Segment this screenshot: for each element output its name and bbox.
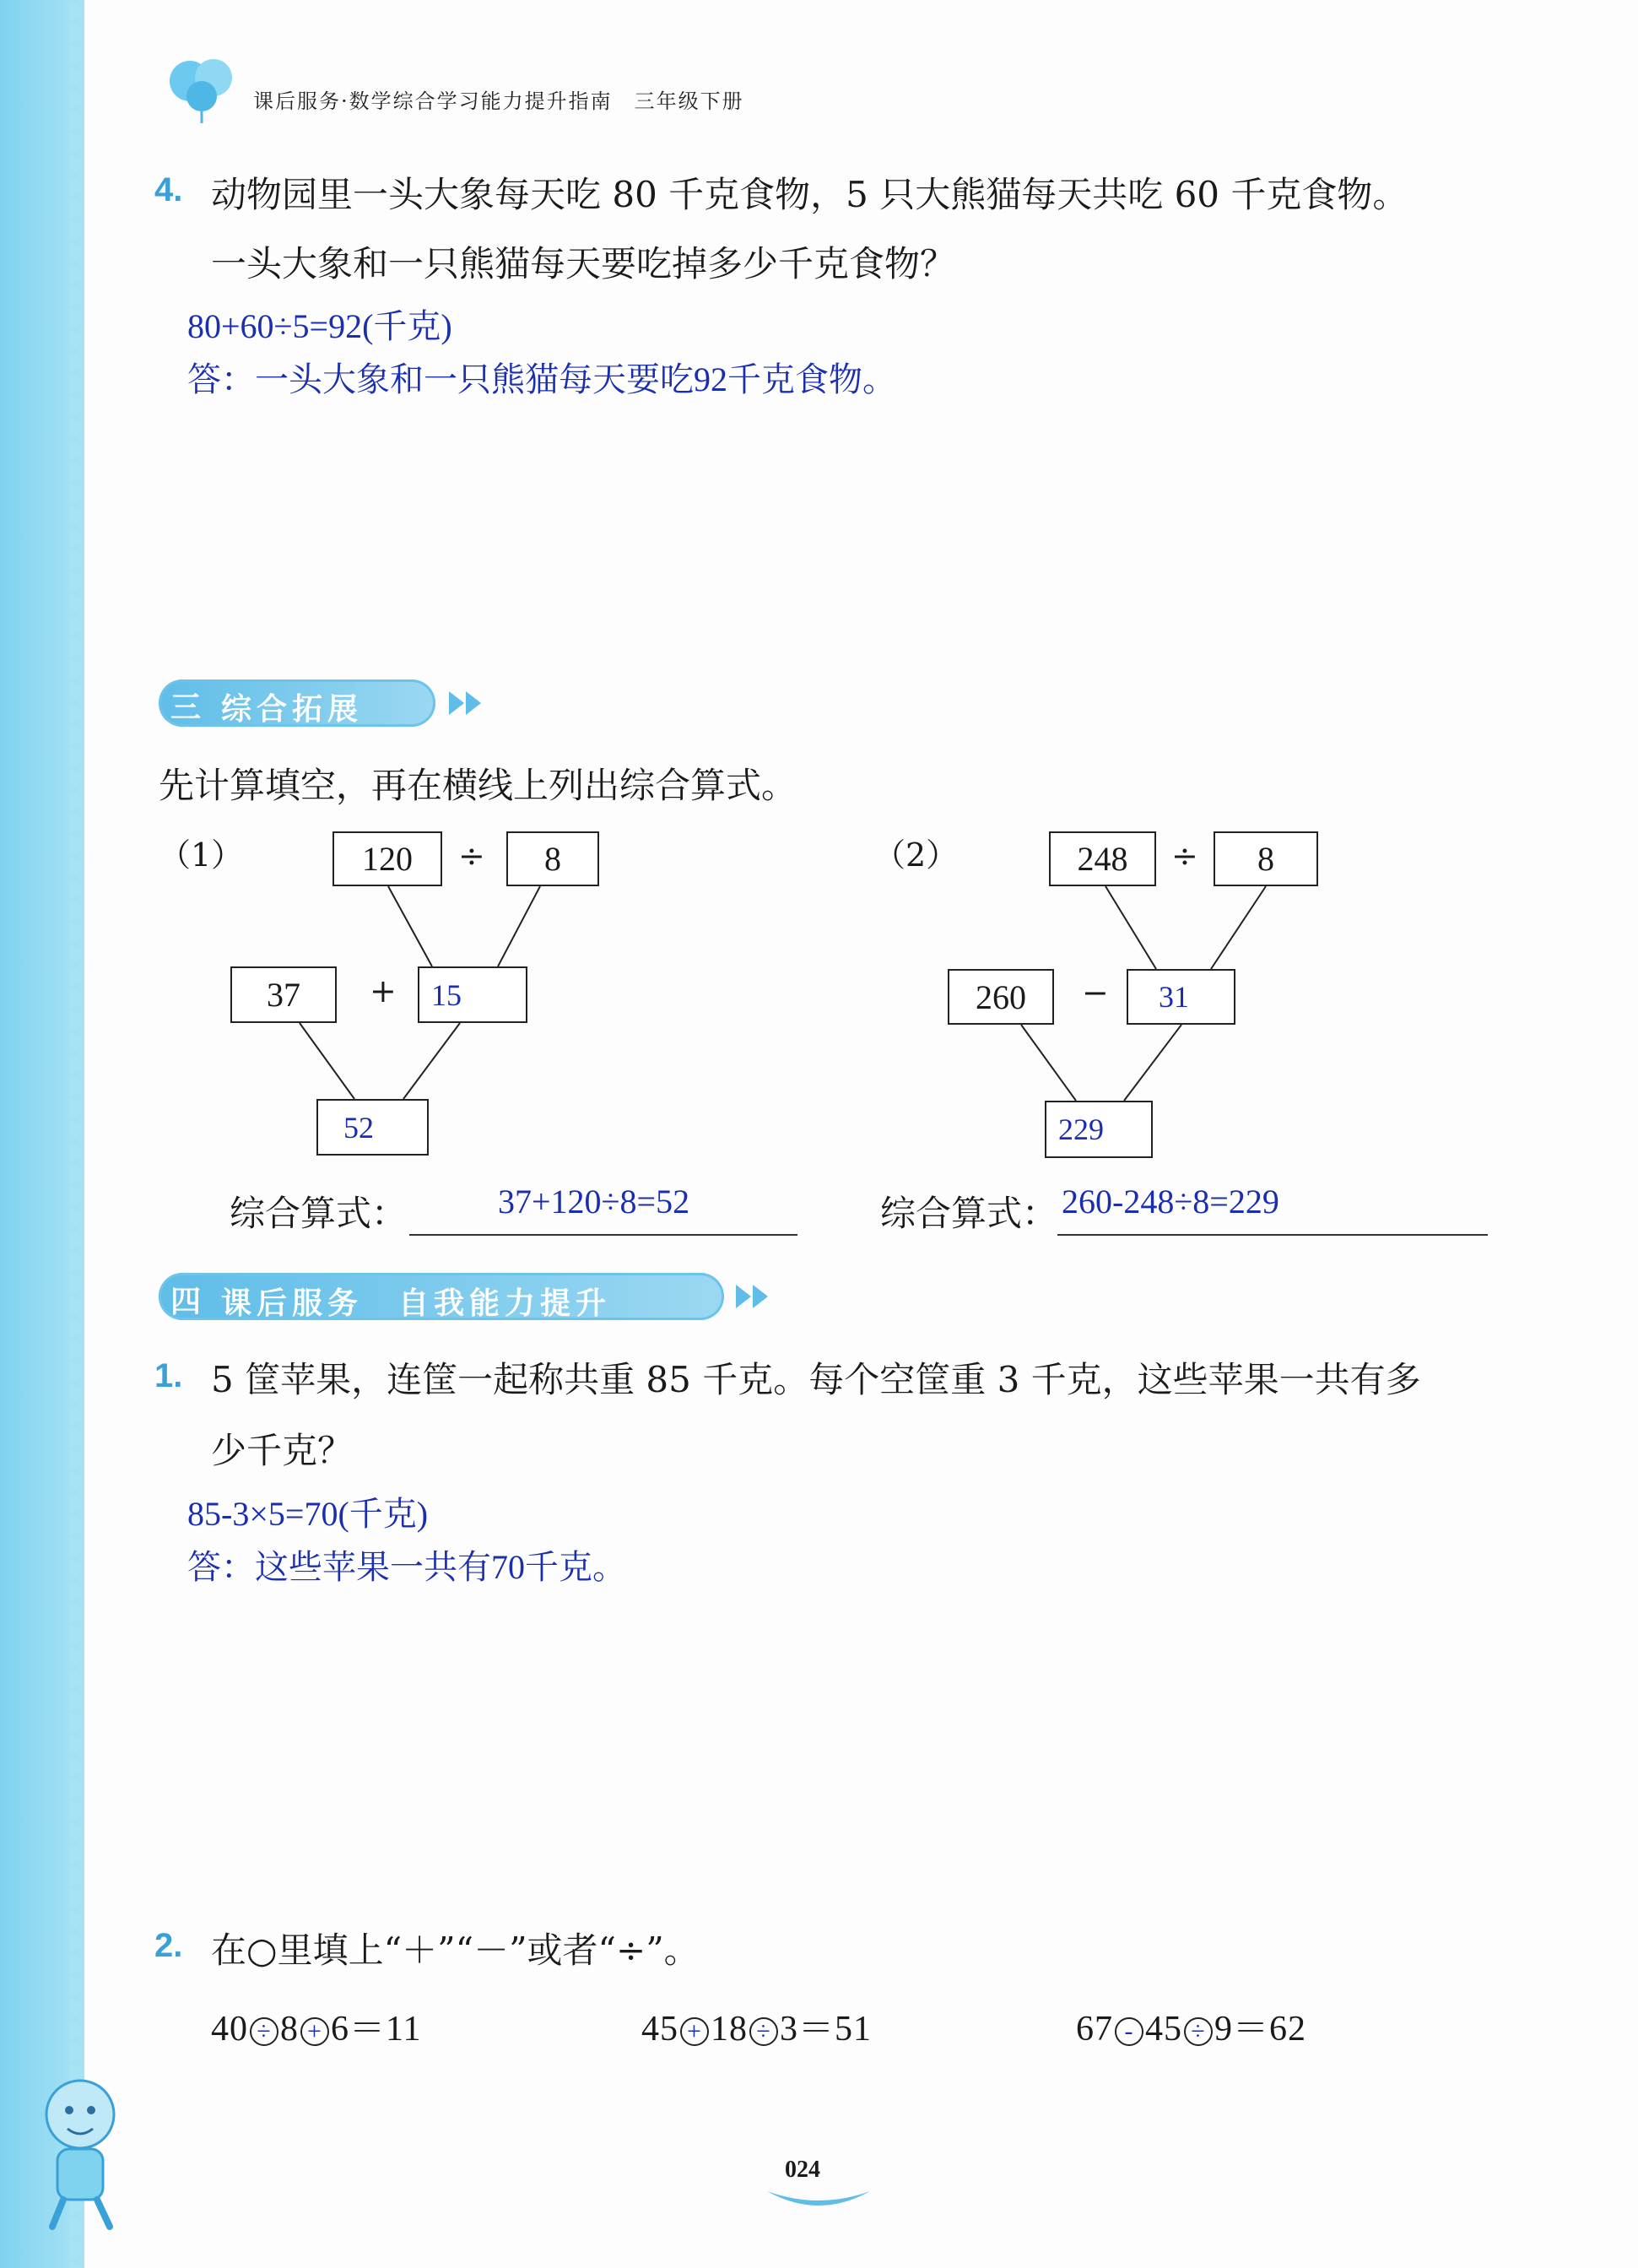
formula-answer: 37+120÷8=52 [498,1183,690,1221]
answer-formula: 80+60÷5=92(千克) [187,307,452,345]
answer-sentence: 答：一头大象和一只熊猫每天要吃92千克食物。 [187,360,896,398]
equation: 40 ÷ 8 + 6＝11 [211,2010,422,2049]
question-text: 一头大象和一只熊猫每天要吃掉多少千克食物？ [211,243,956,284]
section-number: 四 [170,1285,202,1319]
operator: ÷ [1171,837,1198,874]
instruction-text: 先计算填空，再在横线上列出综合算式。 [159,765,797,806]
question-number: 4. [154,171,183,208]
formula-blank[interactable] [1057,1182,1488,1236]
question-text: 少千克？ [211,1430,354,1471]
operator-circle[interactable]: + [680,2017,709,2046]
operator: + [370,972,397,1010]
formula-label: 综合算式： [880,1193,1058,1234]
answer-box[interactable]: 31 [1127,969,1235,1025]
problem-label: （1） [159,836,244,874]
answer-formula: 85-3×5=70(千克) [187,1495,429,1533]
answer-sentence: 答：这些苹果一共有70千克。 [187,1548,626,1586]
number-box: 120 [332,831,442,886]
page-swoosh-icon [764,2186,873,2220]
section-title: 课后服务 自我能力提升 [221,1286,612,1321]
operator-circle[interactable]: ÷ [749,2017,778,2046]
number-box: 8 [1214,831,1318,886]
question-text: 动物园里一头大象每天吃 80 千克食物，5 只大熊猫每天共吃 60 千克食物。 [211,174,1408,215]
operator-circle[interactable]: ÷ [1184,2017,1213,2046]
number-box: 8 [506,831,599,886]
formula-blank[interactable] [409,1182,797,1236]
page-number: 024 [785,2157,820,2183]
operator: − [1082,974,1109,1011]
question-number: 1. [154,1357,183,1394]
double-arrow-icon [734,1281,776,1312]
question-text: 在○里填上“＋”“－”或者“÷”。 [211,1930,700,1971]
section-number: 三 [170,690,202,725]
formula-label: 综合算式： [230,1193,408,1234]
operator-circle[interactable]: - [1115,2017,1143,2046]
question-text: 5 筐苹果，连筐一起称共重 85 千克。每个空筐重 3 千克，这些苹果一共有多 [211,1359,1421,1400]
boy-mascot-icon [25,2068,135,2237]
operator: ÷ [458,837,485,874]
answer-box[interactable]: 229 [1045,1101,1153,1158]
number-box: 248 [1049,831,1156,886]
operator-circle[interactable]: + [300,2017,329,2046]
header-title: 课后服务·数学综合学习能力提升指南 三年级下册 [253,89,744,113]
equation: 67 - 45 ÷ 9＝62 [1076,2010,1307,2049]
number-box: 260 [948,969,1054,1025]
problem-label: （2） [873,836,959,874]
answer-box[interactable]: 52 [316,1099,429,1156]
operator-circle[interactable]: ÷ [250,2017,278,2046]
formula-answer: 260-248÷8=229 [1062,1183,1279,1221]
number-box: 37 [230,966,337,1023]
question-number: 2. [154,1927,183,1964]
answer-box[interactable]: 15 [418,966,527,1023]
equation: 45 + 18 ÷ 3＝51 [641,2010,873,2049]
section-title: 综合拓展 [221,692,364,727]
